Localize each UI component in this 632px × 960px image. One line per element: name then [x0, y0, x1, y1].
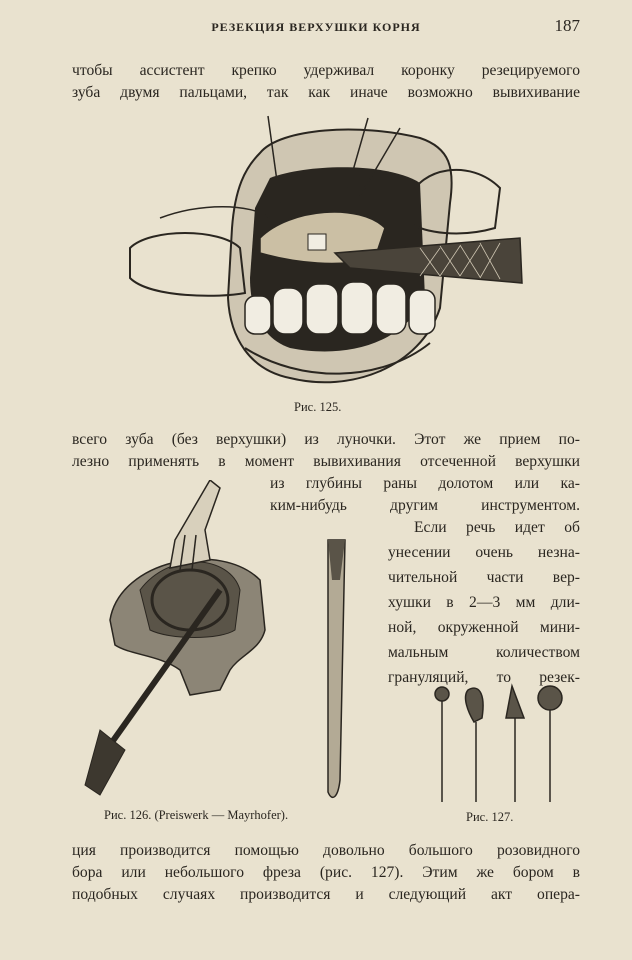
figure-125-mouth-illustration: [120, 108, 530, 398]
text-line: чтобы ассистент крепко удерживал коронку резецируемого: [72, 62, 580, 79]
figure-126-caption: Рис. 126. (Preiswerk — Mayrhofer).: [104, 808, 289, 822]
text-line: унесении очень незна-: [388, 544, 580, 561]
figure-125-caption: Рис. 125.: [294, 400, 342, 414]
text-line: мальным количеством: [388, 644, 580, 661]
text-line: бора или небольшого фреза (рис. 127). Этим же бором в: [72, 864, 580, 881]
text-line: чительной части вер-: [388, 569, 580, 586]
figure-127-burs-illustration: [430, 682, 575, 807]
text-line: ция производится помощью довольно большого розовидного: [72, 842, 580, 859]
text-line: из глубины раны долотом или ка-: [270, 475, 580, 492]
running-header: РЕЗЕКЦИЯ ВЕРХУШКИ КОРНЯ: [211, 20, 421, 34]
text-line: ким-нибудь другим инструментом.: [270, 497, 580, 514]
text-line: лезно применять в момент вывихивания отсеченной верхушки: [72, 453, 580, 470]
text-line: зуба двумя пальцами, так как иначе возможно вывихивание: [72, 84, 580, 101]
text-line: хушки в 2—3 мм дли-: [388, 594, 580, 611]
figure-126-instrument-illustration: [70, 480, 370, 805]
text-line: грануляций, то резек-: [388, 669, 580, 686]
figure-127-caption: Рис. 127.: [466, 810, 514, 824]
text-line: ной, окруженной мини-: [388, 619, 580, 636]
text-line: всего зуба (без верхушки) из луночки. Этот же прием по-: [72, 431, 580, 448]
text-line: подобных случаях производится и следующий акт опера-: [72, 886, 580, 903]
page-number: 187: [554, 16, 580, 35]
text-line: Если речь идет об: [414, 519, 580, 536]
